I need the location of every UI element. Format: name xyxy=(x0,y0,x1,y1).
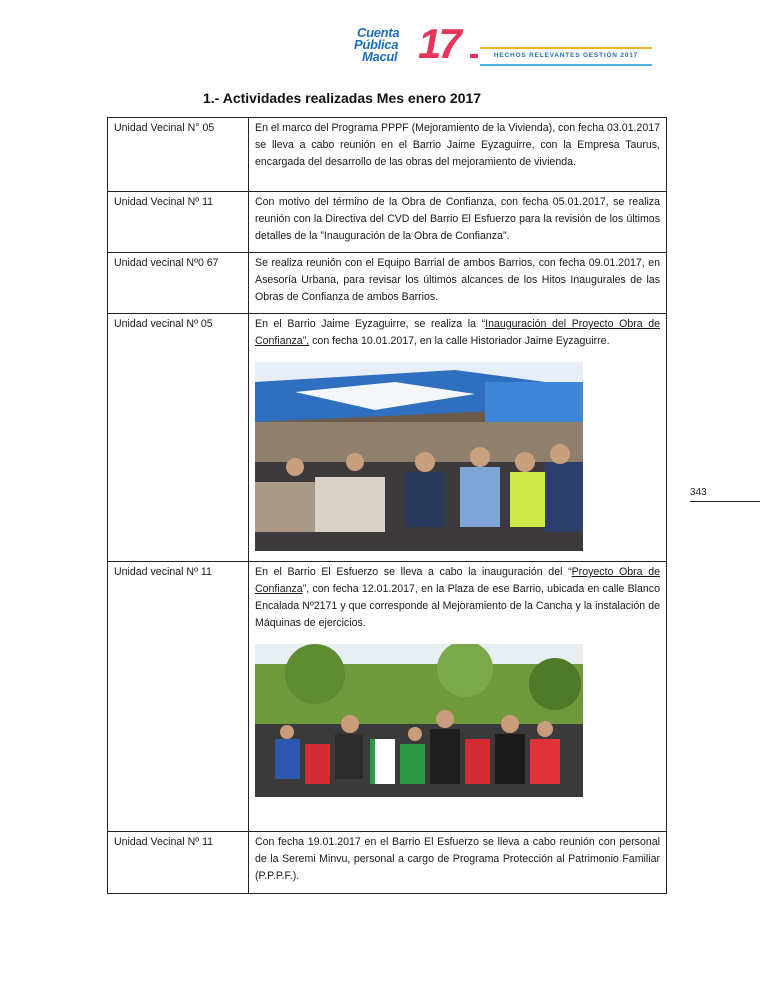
logo-line-3: Macul xyxy=(362,49,398,64)
logo-line-1: Cuenta xyxy=(357,25,400,40)
activities-table xyxy=(107,117,667,894)
description-text: con fecha 10.01.2017, en la calle Historiador Jaime Eyzaguirre. xyxy=(309,335,610,347)
inauguration-photo-jaime-eyzaguirre xyxy=(255,362,583,551)
unit-cell: Unidad Vecinal Nº 11 xyxy=(108,832,249,894)
cuenta-publica-logo xyxy=(352,22,482,72)
description-cell xyxy=(249,562,667,832)
description-cell: Con fecha 19.01.2017 en el Barrio El Esfuerzo se lleva a cabo reunión con personal de la Seremi Minvu, personal a cargo de Programa Protección al Patrimonio Familiar (P.P.P.F.). xyxy=(249,832,667,894)
logo-year: 17 xyxy=(418,20,459,67)
description-cell: Con motivo del término de la Obra de Confianza, con fecha 05.01.2017, se realiza reunión con la Directiva del CVD del Barrio El Esfuerzo para la revisión de los últimos detalles de la ”Inauguración de la Obra de Confianza”. xyxy=(249,192,667,253)
page-number: 343 xyxy=(690,487,760,502)
banner-accent xyxy=(470,54,478,58)
event-title-link: Inauguración del Proyecto Obra de Confianza”, xyxy=(255,318,661,347)
page-title: 1.- Actividades realizadas Mes enero 2017 xyxy=(203,90,482,106)
description-text: En el Barrio Jaime Eyzaguirre, se realiza la “ xyxy=(255,318,486,330)
table-row xyxy=(108,253,667,314)
unit-cell: Unidad vecinal Nº 11 xyxy=(108,562,249,832)
table-row xyxy=(108,832,667,894)
description-text: ”, con fecha 12.01.2017, en la Plaza de ese Barrio, ubicada en calle Blanco Encalada Nº2171 y que corresponde al Mejoramiento de la Cancha y la instalación de Máquinas de ejercicios. xyxy=(255,583,660,629)
event-title-link: Proyecto Obra de Confianza xyxy=(255,566,660,595)
unit-cell: Unidad Vecinal N° 05 xyxy=(108,118,249,192)
unit-cell: Unidad Vecinal Nº 11 xyxy=(108,192,249,253)
description-cell: En el marco del Programa PPPF (Mejoramiento de la Vivienda), con fecha 03.01.2017 se lleva a cabo reunión en el Barrio Jaime Eyzaguirre, con la Empresa Taurus, encargada del desarrollo de las obras del mejoramiento de vivienda. xyxy=(249,118,667,192)
inauguration-photo-el-esfuerzo xyxy=(255,644,583,797)
table-row xyxy=(108,562,667,832)
hechos-relevantes-banner xyxy=(480,47,652,66)
table-row xyxy=(108,192,667,253)
logo-line-2: Pública xyxy=(354,37,399,52)
unit-cell: Unidad vecinal Nº 05 xyxy=(108,314,249,562)
description-text: En el Barrio El Esfuerzo se lleva a cabo la inauguración del “ xyxy=(255,566,572,578)
table-row xyxy=(108,118,667,192)
description-cell: Se realiza reunión con el Equipo Barrial de ambos Barrios, con fecha 09.01.2017, en Asesoría Urbana, para revisar los últimos alcances de los Hitos Inaugurales de las Obras de Confianza de ambos Barrios. xyxy=(249,253,667,314)
banner-text: HECHOS RELEVANTES GESTIÓN 2017 xyxy=(493,52,639,59)
description-cell xyxy=(249,314,667,562)
unit-cell: Unidad vecinal Nº0 67 xyxy=(108,253,249,314)
table-row xyxy=(108,314,667,562)
page-header xyxy=(0,0,768,80)
